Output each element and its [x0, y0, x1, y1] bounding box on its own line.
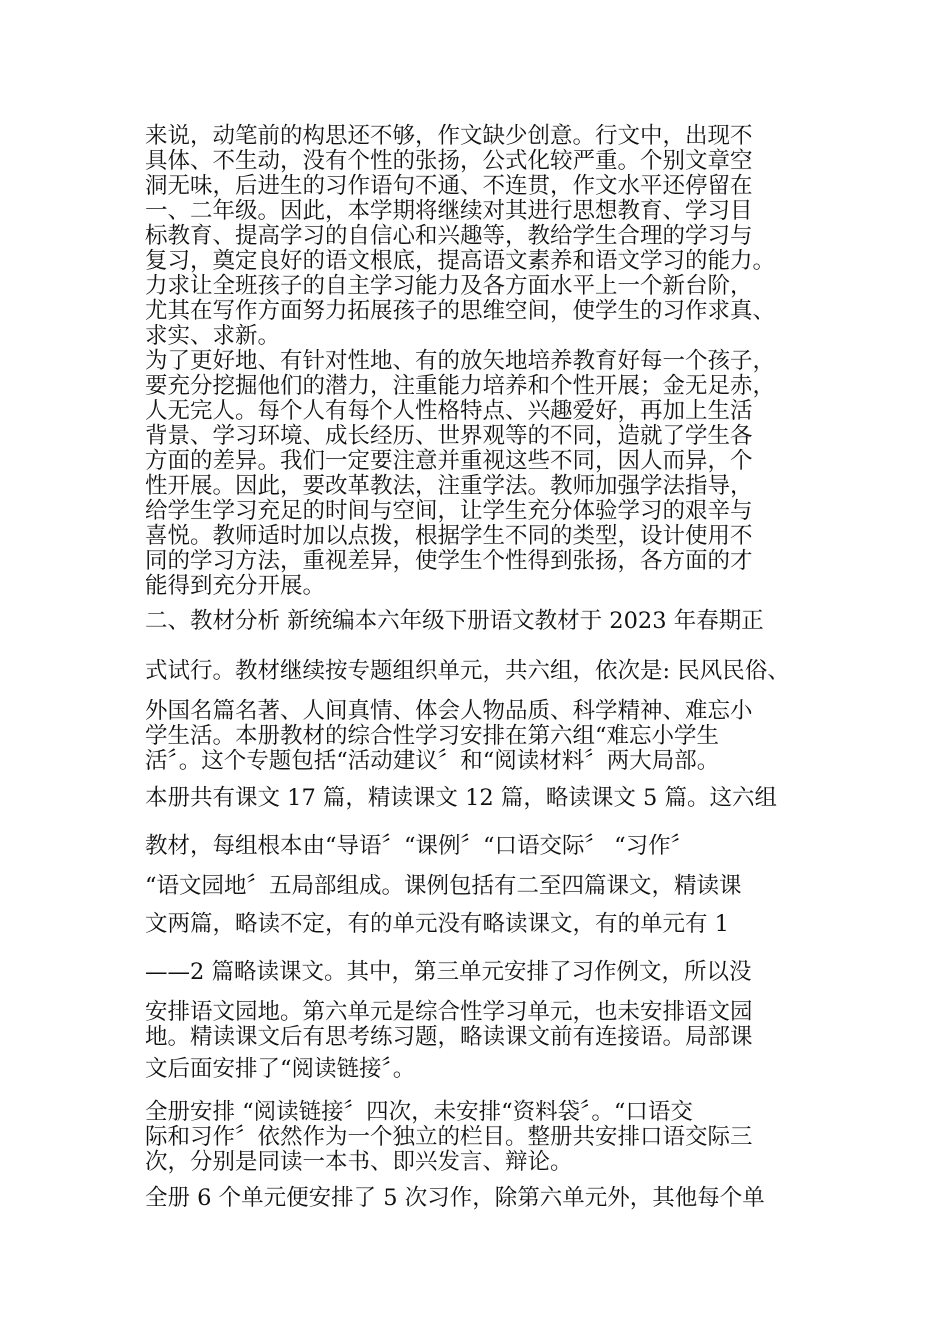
- text-line: 性开展。因此，要改革教法，注重学法。教师加强学法指导，: [145, 473, 753, 499]
- text-line: 求实、求新。: [145, 323, 281, 349]
- text-line: 次，分别是同读一本书、即兴发言、辩论。: [145, 1149, 573, 1175]
- text-line: 方面的差异。我们一定要注意并重视这些不同，因人而异，个: [145, 448, 753, 474]
- text-line: 全册安排 “阅读链接〞四次，未安排“资料袋〞。“口语交: [145, 1099, 693, 1125]
- text-line: 全册 6 个单元便安排了 5 次习作，除第六单元外，其他每个单: [145, 1185, 765, 1211]
- text-line: 为了更好地、有针对性地、有的放矢地培养教育好每一个孩子，: [145, 348, 776, 374]
- text-line: 文两篇，略读不定，有的单元没有略读课文，有的单元有 1: [145, 911, 729, 937]
- text-line: 人无完人。每个人有每个人性格特点、兴趣爱好，再加上生活: [145, 398, 753, 424]
- text-line: 地。精读课文后有思考练习题，略读课文前有连接语。局部课: [145, 1024, 753, 1050]
- text-line: 活〞。这个专题包括“活动建议〞和“阅读材料〞两大局部。: [145, 748, 720, 774]
- text-line: 学生活。本册教材的综合性学习安排在第六组“难忘小学生: [145, 723, 720, 749]
- text-line: 力求让全班孩子的自主学习能力及各方面水平上一个新台阶，: [145, 273, 753, 299]
- text-line: 来说，动笔前的构思还不够，作文缺少创意。行文中，出现不: [145, 123, 753, 149]
- text-line: 二、教材分析 新统编本六年级下册语文教材于 2023 年春期正: [145, 608, 764, 634]
- text-line: 喜悦。教师适时加以点拨，根据学生不同的类型，设计使用不: [145, 523, 753, 549]
- text-line: 式试行。教材继续按专题组织单元，共六组，依次是: 民风民俗、: [145, 658, 790, 684]
- text-line: 文后面安排了“阅读链接〞。: [145, 1056, 416, 1082]
- text-line: 一、二年级。因此，本学期将继续对其进行思想教育、学习目: [145, 198, 753, 224]
- text-line: 能得到充分开展。: [145, 573, 326, 599]
- text-line: 给学生学习充足的时间与空间，让学生充分体验学习的艰辛与: [145, 498, 753, 524]
- text-line: 洞无味，后进生的习作语句不通、不连贯，作文水平还停留在: [145, 173, 753, 199]
- text-line: 复习，奠定良好的语文根底，提高语文素养和语文学习的能力。: [145, 248, 776, 274]
- text-line: 教材，每组根本由“导语〞“课例〞“口语交际〞 “习作〞: [145, 833, 694, 859]
- text-line: “语文园地〞五局部组成。课例包括有二至四篇课文，精读课: [145, 873, 742, 899]
- text-line: 背景、学习环境、成长经历、世界观等的不同，造就了学生各: [145, 423, 753, 449]
- text-line: 同的学习方法，重视差异，使学生个性得到张扬，各方面的才: [145, 548, 753, 574]
- text-line: 要充分挖掘他们的潜力，注重能力培养和个性开展；金无足赤，: [145, 373, 776, 399]
- text-line: 标教育、提高学习的自信心和兴趣等，教给学生合理的学习与: [145, 223, 753, 249]
- text-line: 外国名篇名著、人间真情、体会人物品质、科学精神、难忘小: [145, 698, 753, 724]
- text-line: 具体、不生动，没有个性的张扬，公式化较严重。个别文章空: [145, 148, 753, 174]
- text-line: 际和习作〞依然作为一个独立的栏目。整册共安排口语交际三: [145, 1124, 753, 1150]
- text-line: 安排语文园地。第六单元是综合性学习单元，也未安排语文园: [145, 999, 753, 1025]
- text-line: ——2 篇略读课文。其中，第三单元安排了习作例文，所以没: [145, 959, 752, 985]
- text-line: 本册共有课文 17 篇，精读课文 12 篇，略读课文 5 篇。这六组: [145, 785, 777, 811]
- text-line: 尤其在写作方面努力拓展孩子的思维空间，使学生的习作求真、: [145, 298, 776, 324]
